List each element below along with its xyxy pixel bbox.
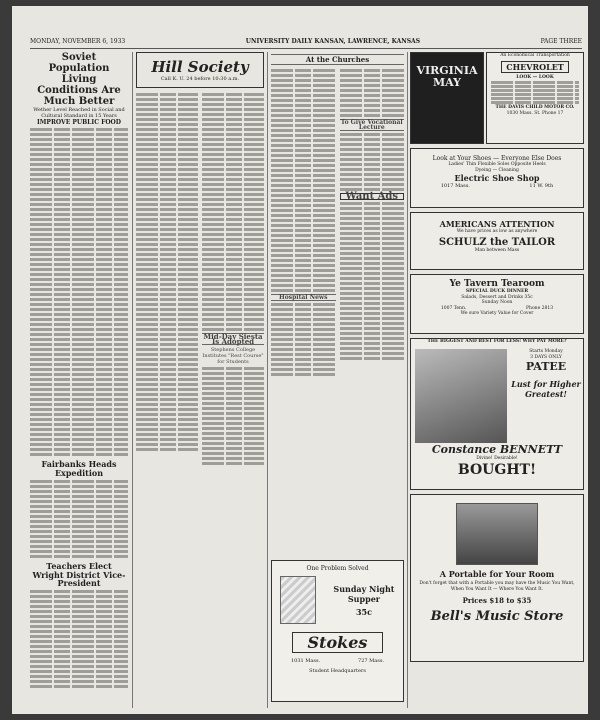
chevrolet-ad bbox=[486, 52, 584, 144]
patee-film: BOUGHT! bbox=[457, 461, 537, 478]
virginia-may-name: VIRGINIA MAY bbox=[416, 64, 478, 89]
want-ads-head: Want Ads bbox=[340, 193, 405, 200]
patee-tag: Divine! Desirable! bbox=[476, 456, 518, 461]
churches-body bbox=[271, 67, 404, 378]
patee-today: 3 DAYS ONLY bbox=[530, 354, 562, 360]
patee-kiss: Lust for Higher Greatest! bbox=[511, 379, 581, 399]
column-3 bbox=[271, 52, 404, 708]
hill-society-banner bbox=[136, 52, 264, 88]
patee-now: Starts Monday bbox=[529, 349, 563, 354]
ad-line-3: Supper bbox=[347, 593, 380, 604]
tavern-line: SPECIAL DUCK DINNER bbox=[465, 289, 529, 294]
americans-line-3: SCHULZ the TAILOR bbox=[438, 236, 556, 248]
column-rule bbox=[407, 52, 408, 708]
actress-photo-icon bbox=[415, 349, 507, 443]
hill-society-title: Hill Society bbox=[151, 58, 249, 76]
chevrolet-brand: CHEVROLET bbox=[501, 61, 569, 73]
ad-line-1: One Problem Solved bbox=[306, 565, 369, 572]
column-2 bbox=[136, 52, 264, 708]
mid-day-siesta-head: Mid-Day Siesta Is Adopted bbox=[203, 332, 263, 346]
sunday-supper-ad bbox=[271, 560, 404, 702]
masthead-title: UNIVERSITY DAILY KANSAN, LAWRENCE, KANSAS bbox=[245, 38, 421, 45]
vocational-head: To Give Vocational Lecture bbox=[340, 119, 403, 131]
electric-line-3: Dyeing — Cleaning bbox=[475, 167, 519, 173]
phonograph-icon bbox=[456, 503, 538, 565]
electric-addr: 1017 Mass. bbox=[440, 183, 470, 189]
chevrolet-dealer: THE DAVIS CHILD MOTOR CO. bbox=[495, 105, 575, 110]
headline-teachers: Teachers Elect Wright District Vice-President bbox=[32, 560, 126, 589]
bells-music-ad bbox=[410, 494, 584, 662]
society-columns bbox=[136, 91, 264, 467]
electric-shoe-ad bbox=[410, 148, 584, 208]
masthead-date: MONDAY, NOVEMBER 6, 1933 bbox=[30, 38, 126, 45]
ad-line-2: Sunday Night bbox=[333, 583, 395, 594]
electric-addr-2: 11 W. 9th bbox=[529, 183, 554, 189]
bells-headline: A Portable for Your Room bbox=[439, 569, 555, 579]
patee-header: THE BIGGEST AND BEST FOR LESS! WHY PAY MORE? bbox=[427, 339, 567, 344]
tavern-addr: 1007 Tenn. bbox=[440, 305, 467, 311]
patee-theatre-ad bbox=[410, 338, 584, 490]
chevrolet-addr: 1030 Mass. St. Phone 17 bbox=[506, 110, 564, 116]
masthead-page: PAGE THREE bbox=[540, 38, 582, 45]
deck-food: IMPROVE PUBLIC FOOD bbox=[36, 119, 121, 126]
article-body bbox=[30, 480, 128, 558]
electric-name: Electric Shoe Shop bbox=[454, 173, 540, 183]
virginia-may-ad bbox=[410, 52, 484, 144]
bells-store: Bell's Music Store bbox=[430, 609, 564, 624]
car-illustration-icon bbox=[280, 576, 316, 624]
ad-phone-1: 1031 Mass. bbox=[290, 658, 321, 664]
americans-line-1: AMERICANS ATTENTION bbox=[439, 219, 555, 229]
tavern-tearoom-ad bbox=[410, 274, 584, 334]
column-1 bbox=[30, 52, 128, 708]
tavern-line-3: Sunday Noon bbox=[481, 300, 513, 305]
deck-soviet: Wether Level Reached in Social and Cultural Standard in 15 Years bbox=[33, 107, 125, 119]
electric-line-2: Ladies' Thin Flexible Soles Opposite Heels bbox=[448, 162, 546, 167]
masthead bbox=[30, 38, 582, 49]
ad-footer: Student Headquarters bbox=[309, 668, 366, 674]
ad-price: 35c bbox=[355, 606, 372, 617]
americans-line-2: We have prices as low as anywhere bbox=[456, 229, 538, 234]
churches-head: At the Churches bbox=[271, 54, 404, 65]
tavern-line-2: Salads, Dessert and Drinks 35c bbox=[461, 294, 533, 300]
ad-phone-2: 727 Mass. bbox=[358, 658, 385, 664]
tavern-tag: We sure Variety Value for Cover bbox=[460, 310, 534, 316]
tavern-phone: Phone 2813 bbox=[526, 305, 554, 311]
article-body bbox=[30, 128, 128, 456]
patee-theatre: PATEE bbox=[525, 360, 567, 373]
article-body bbox=[30, 590, 128, 688]
tavern-name: Ye Tavern Tearoom bbox=[449, 279, 545, 289]
chevrolet-look: LOOK — LOOK bbox=[516, 74, 554, 80]
electric-line-1: Look at Your Shoes — Everyone Else Does bbox=[432, 155, 562, 162]
bells-price: Prices $18 to $35 bbox=[462, 596, 532, 605]
newspaper-page bbox=[12, 6, 588, 714]
schulz-tailor-ad bbox=[410, 212, 584, 270]
stokes-logo: Stokes bbox=[292, 632, 383, 653]
patee-star: Constance BENNETT bbox=[431, 443, 563, 456]
hospital-head: Hospital News bbox=[271, 294, 336, 301]
headline-soviet: Soviet Population Living Conditions Are Much Better bbox=[37, 52, 121, 107]
column-rule bbox=[267, 52, 268, 708]
headline-fairbanks: Fairbanks Heads Expedition bbox=[41, 459, 117, 478]
bells-body: Don't forget that with a Portable you may have the Music You Want, When You Want It — Where You Want It. bbox=[419, 581, 575, 592]
chevrolet-tag: An Economical Transportation bbox=[500, 53, 570, 58]
mid-day-siesta-sub: Stephens College Institutes "Rest Course" for Students bbox=[202, 347, 264, 365]
hill-society-sub: Call K. U. 24 before 10:30 a.m. bbox=[160, 76, 240, 82]
americans-line-4: Man between Mass bbox=[474, 247, 520, 253]
column-rule bbox=[132, 52, 133, 708]
